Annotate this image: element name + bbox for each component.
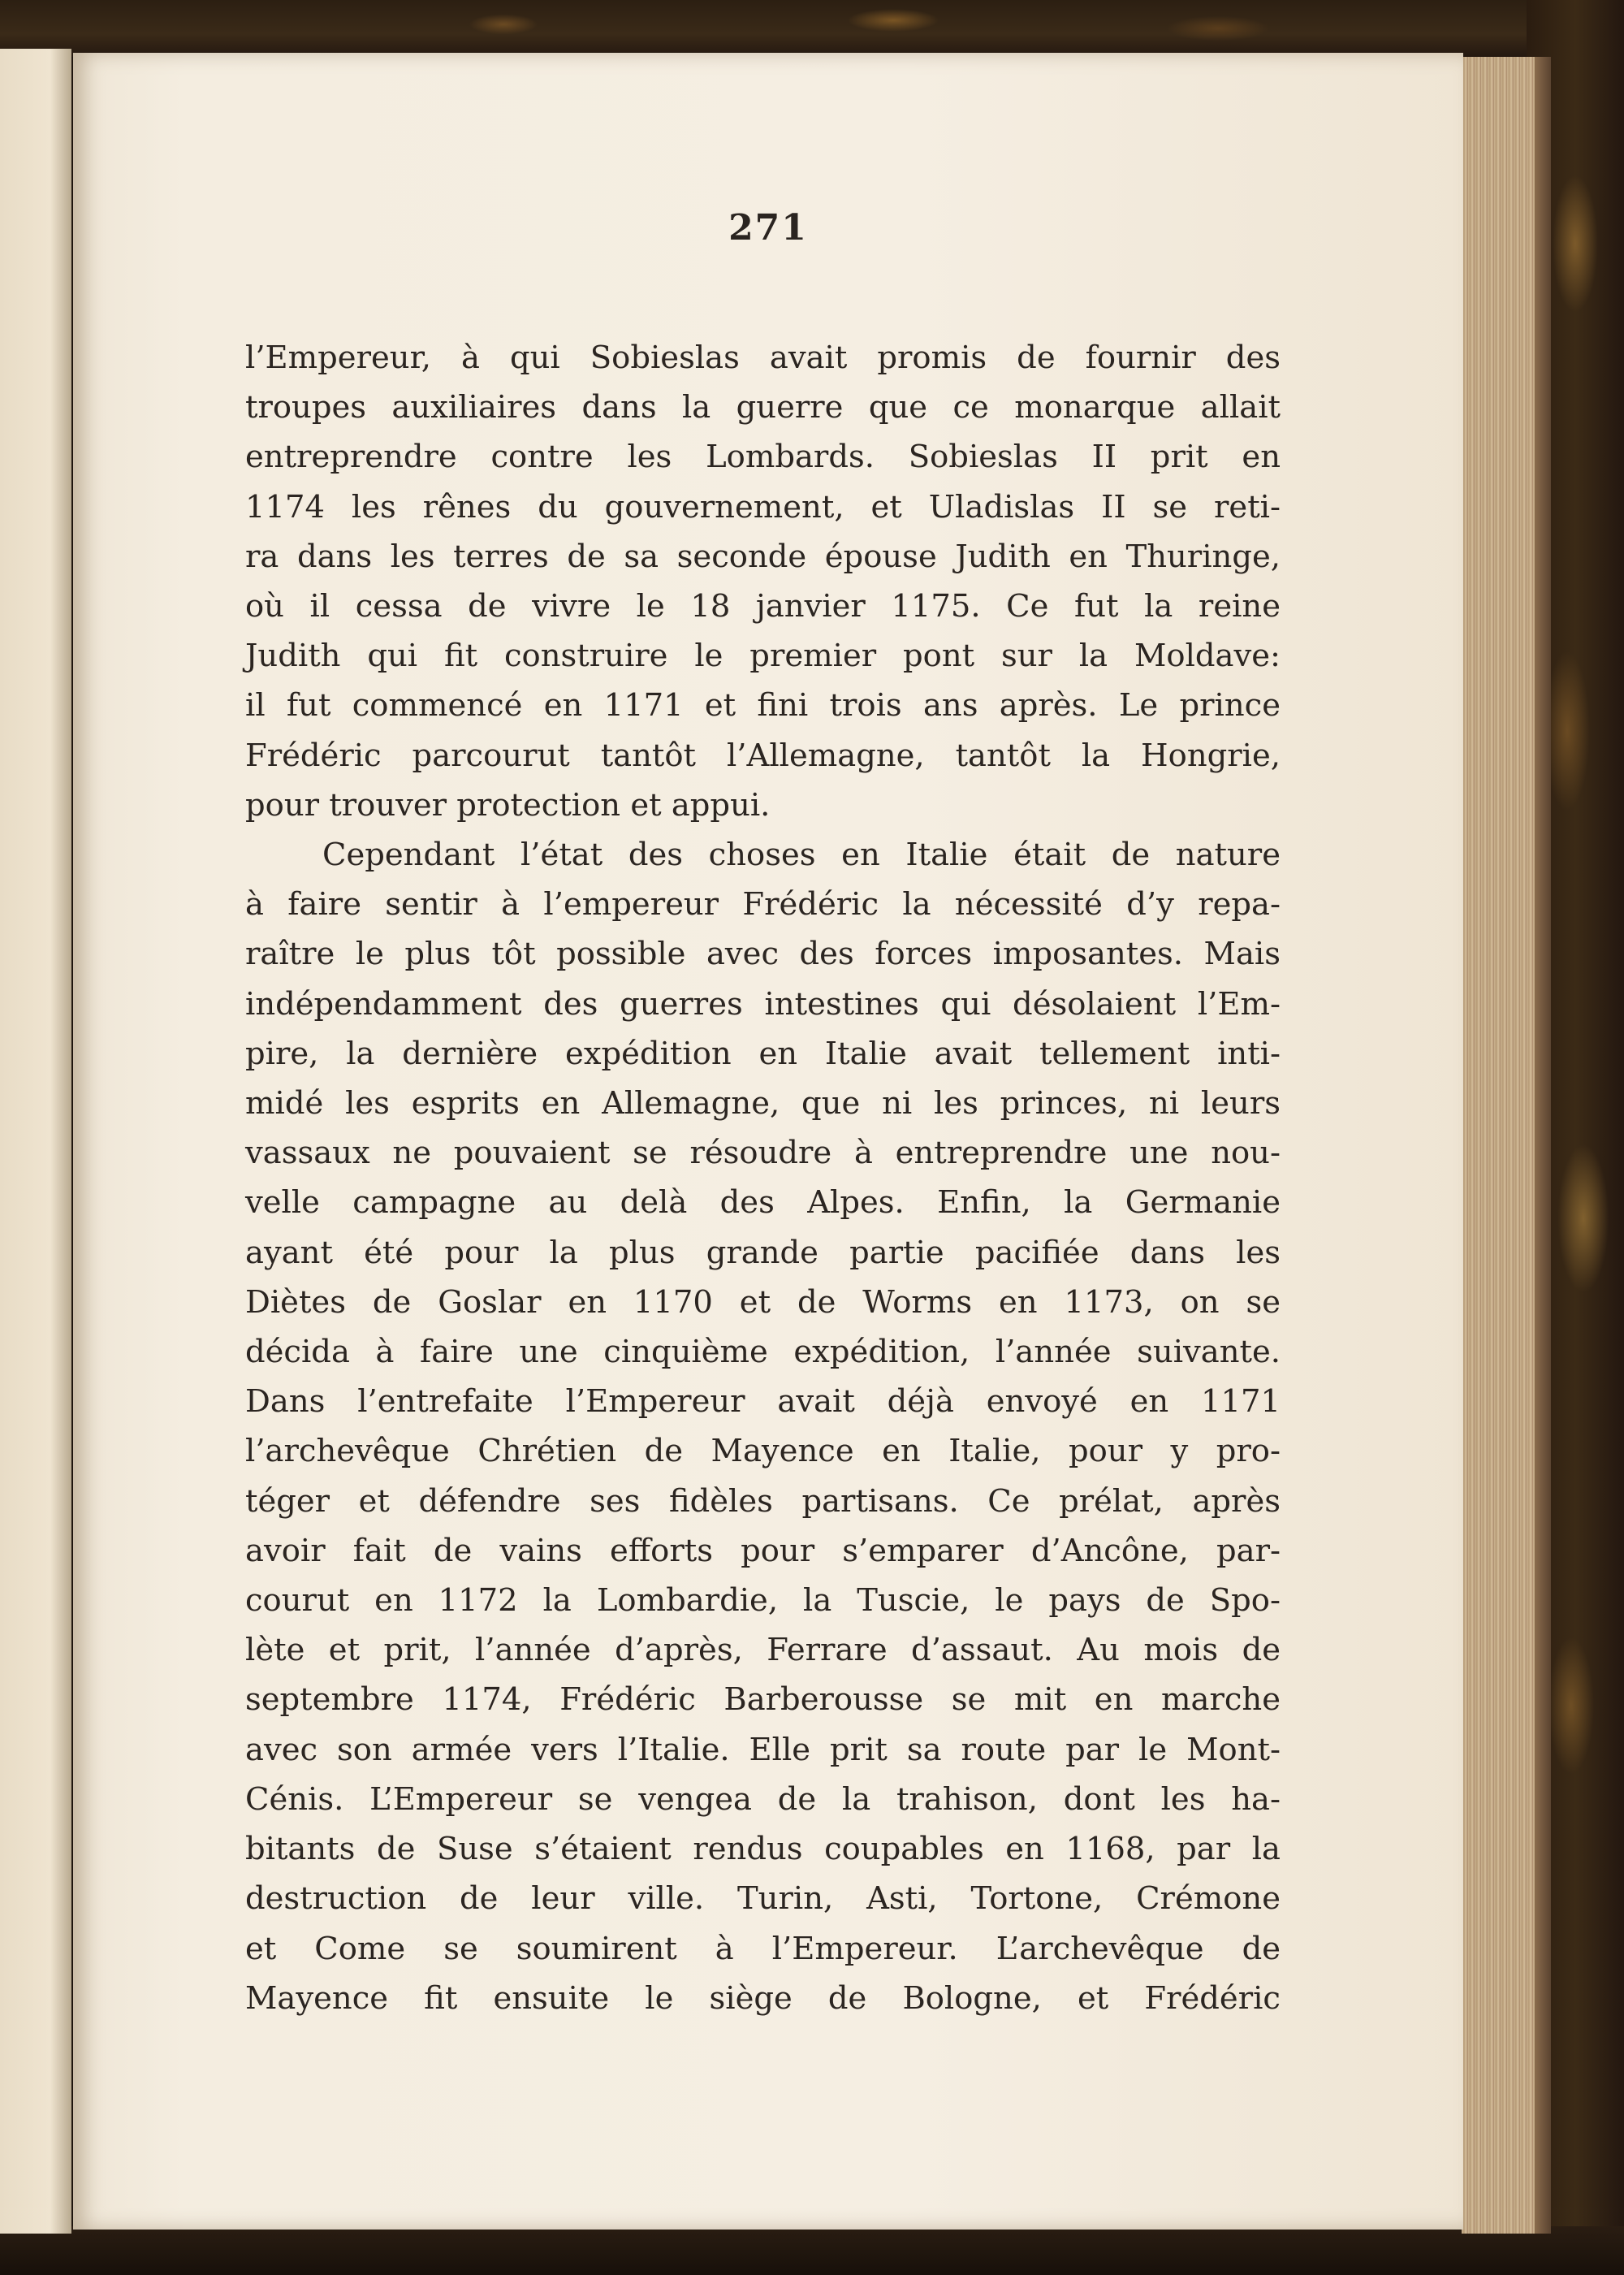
text-line: velle campagne au delà des Alpes. Enfin, la Germanie	[245, 1184, 1281, 1222]
text-line: pire, la dernière expédition en Italie avait tellement inti-	[245, 1035, 1281, 1072]
text-line: Diètes de Goslar en 1170 et de Worms en 1173, on se	[245, 1283, 1281, 1321]
text-line: raître le plus tôt possible avec des forces imposantes. Mais	[245, 936, 1281, 973]
book-page	[73, 53, 1463, 2230]
text-line: pour trouver protection et appui.	[245, 786, 771, 824]
text-line: 1174 les rênes du gouvernement, et Uladislas II se reti-	[245, 488, 1281, 525]
text-line: l’Empereur, à qui Sobieslas avait promis de fournir des	[245, 340, 1281, 376]
text-line: Judith qui fit construire le premier pont sur la Moldave:	[245, 638, 1281, 675]
text-line: entreprendre contre les Lombards. Sobieslas II prit en	[245, 439, 1281, 476]
text-line: l’archevêque Chrétien de Mayence en Italie, pour y pro-	[245, 1433, 1281, 1470]
text-line: et Come se soumirent à l’Empereur. L’archevêque de	[245, 1930, 1281, 1967]
text-line: Mayence fit ensuite le siège de Bologne, et Frédéric	[245, 1979, 1281, 2017]
text-line: vassaux ne pouvaient se résoudre à entreprendre une nou-	[245, 1135, 1281, 1172]
page-number: 271	[728, 207, 808, 249]
text-line: midé les esprits en Allemagne, que ni les princes, ni leurs	[245, 1085, 1281, 1122]
previous-page-edge	[0, 49, 71, 2234]
text-line: courut en 1172 la Lombardie, la Tuscie, le pays de Spo-	[245, 1582, 1281, 1620]
book-cover-top	[0, 0, 1624, 57]
text-line: à faire sentir à l’empereur Frédéric la nécessité d’y repa-	[245, 886, 1281, 923]
text-line: destruction de leur ville. Turin, Asti, Tortone, Crémone	[245, 1880, 1281, 1918]
text-line: où il cessa de vivre le 18 janvier 1175. Ce fut la reine	[245, 588, 1281, 625]
text-line: Dans l’entrefaite l’Empereur avait déjà envoyé en 1171	[245, 1383, 1281, 1421]
text-line: avec son armée vers l’Italie. Elle prit sa route par le Mont-	[245, 1731, 1281, 1768]
text-line: Frédéric parcourut tantôt l’Allemagne, tantôt la Hongrie,	[245, 737, 1281, 774]
text-line: ayant été pour la plus grande partie pacifiée dans les	[245, 1234, 1281, 1271]
text-line: lète et prit, l’année d’après, Ferrare d’assaut. Au mois de	[245, 1632, 1281, 1669]
text-line: téger et défendre ses fidèles partisans. Ce prélat, après	[245, 1482, 1281, 1520]
text-line: ra dans les terres de sa seconde épouse Judith en Thuringe,	[245, 538, 1281, 575]
text-line: septembre 1174, Frédéric Barberousse se mit en marche	[245, 1681, 1281, 1719]
text-line: avoir fait de vains efforts pour s’emparer d’Ancône, par-	[245, 1532, 1281, 1569]
text-line: décida à faire une cinquième expédition, l’année suivante.	[245, 1334, 1281, 1371]
text-line: Cependant l’état des choses en Italie était de nature	[322, 837, 1281, 874]
text-line: bitants de Suse s’étaient rendus coupables en 1168, par la	[245, 1831, 1281, 1868]
page-fore-edge	[1462, 57, 1535, 2234]
text-line: il fut commencé en 1171 et fini trois ans après. Le prince	[245, 687, 1281, 724]
page-text	[245, 333, 1281, 2023]
text-line: Cénis. L’Empereur se vengea de la trahison, dont les ha-	[245, 1780, 1281, 1818]
text-line: indépendamment des guerres intestines qui désolaient l’Em-	[245, 985, 1281, 1023]
book-cover-bottom	[0, 2226, 1624, 2275]
text-line: troupes auxiliaires dans la guerre que ce monarque allait	[245, 389, 1281, 426]
